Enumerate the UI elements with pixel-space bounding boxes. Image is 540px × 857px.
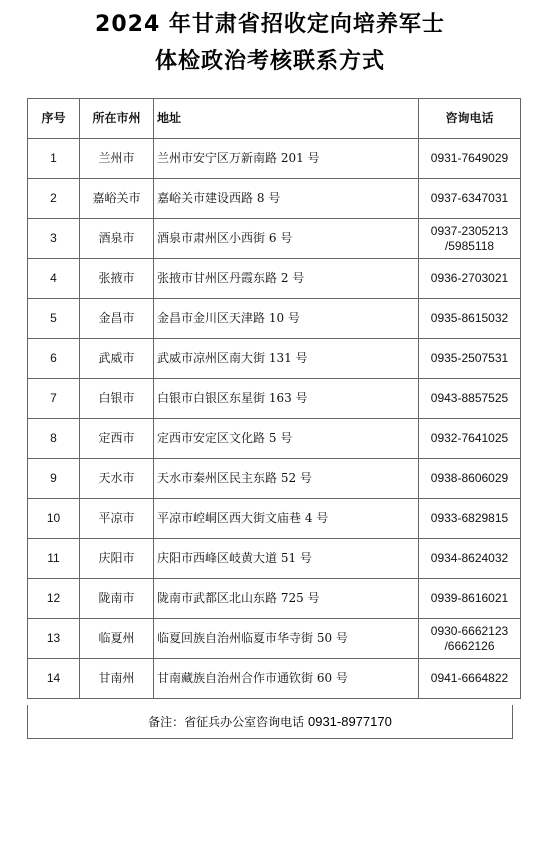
row-phone xyxy=(419,619,521,659)
row-city: 天水市 xyxy=(80,459,154,499)
row-phone xyxy=(419,659,521,699)
row-address: 陇南市武都区北山东路 725 号 xyxy=(154,579,419,619)
row-city: 庆阳市 xyxy=(80,539,154,579)
row-phone xyxy=(419,499,521,539)
row-address: 酒泉市肃州区小西街 6 号 xyxy=(154,219,419,259)
row-address: 天水市秦州区民主东路 52 号 xyxy=(154,459,419,499)
row-city: 甘南州 xyxy=(80,659,154,699)
row-address: 嘉峪关市建设西路 8 号 xyxy=(154,179,419,219)
row-phone-extra: /5985118 xyxy=(444,238,495,253)
row-address: 张掖市甘州区丹霞东路 2 号 xyxy=(154,259,419,299)
row-no: 13 xyxy=(28,619,80,659)
table-row xyxy=(28,579,521,619)
table-row xyxy=(28,379,521,419)
row-phone-main: 0933-6829815 xyxy=(430,511,509,525)
row-phone xyxy=(419,259,521,299)
row-phone xyxy=(419,459,521,499)
table-row xyxy=(28,499,521,539)
row-city: 酒泉市 xyxy=(80,219,154,259)
row-no: 9 xyxy=(28,459,80,499)
row-phone-extra: /6662126 xyxy=(444,638,495,653)
note-phone: 0931-8977170 xyxy=(307,714,392,729)
row-no: 1 xyxy=(28,139,80,179)
footer-note xyxy=(27,705,513,739)
row-city: 定西市 xyxy=(80,419,154,459)
row-address: 武威市凉州区南大街 131 号 xyxy=(154,339,419,379)
row-city: 平凉市 xyxy=(80,499,154,539)
table-row xyxy=(28,139,521,179)
table-row xyxy=(28,619,521,659)
row-address: 临夏回族自治州临夏市华寺街 50 号 xyxy=(154,619,419,659)
header-no: 序号 xyxy=(28,99,80,139)
row-phone xyxy=(419,339,521,379)
row-address: 金昌市金川区天津路 10 号 xyxy=(154,299,419,339)
page-title-line2: 体检政治考核联系方式 xyxy=(154,49,385,74)
row-phone-main: 0936-2703021 xyxy=(430,271,509,285)
row-city: 白银市 xyxy=(80,379,154,419)
row-phone xyxy=(419,299,521,339)
page-title-line1: 2024 年甘肃省招收定向培养军士 xyxy=(95,12,445,37)
contact-table xyxy=(27,98,521,699)
row-phone xyxy=(419,179,521,219)
row-phone-main: 0938-8606029 xyxy=(430,471,509,485)
row-city: 嘉峪关市 xyxy=(80,179,154,219)
row-phone xyxy=(419,419,521,459)
row-no: 4 xyxy=(28,259,80,299)
table-row xyxy=(28,259,521,299)
row-phone-main: 0937-2305213 xyxy=(430,223,509,238)
row-phone xyxy=(419,539,521,579)
row-address: 甘南藏族自治州合作市通钦街 60 号 xyxy=(154,659,419,699)
row-no: 12 xyxy=(28,579,80,619)
table-row xyxy=(28,459,521,499)
row-phone xyxy=(419,219,521,259)
row-city: 张掖市 xyxy=(80,259,154,299)
row-city: 临夏州 xyxy=(80,619,154,659)
table-row xyxy=(28,299,521,339)
row-phone-main: 0939-8616021 xyxy=(430,591,509,605)
header-phone: 咨询电话 xyxy=(419,99,521,139)
row-address: 定西市安定区文化路 5 号 xyxy=(154,419,419,459)
row-address: 白银市白银区东星街 163 号 xyxy=(154,379,419,419)
row-no: 10 xyxy=(28,499,80,539)
row-phone-main: 0931-7649029 xyxy=(430,151,509,165)
row-phone-main: 0930-6662123 xyxy=(430,623,509,638)
row-no: 5 xyxy=(28,299,80,339)
row-phone-main: 0932-7641025 xyxy=(430,431,509,445)
row-phone xyxy=(419,579,521,619)
row-phone-main: 0941-6664822 xyxy=(430,671,509,685)
row-city: 兰州市 xyxy=(80,139,154,179)
table-header-row xyxy=(28,99,521,139)
row-phone xyxy=(419,139,521,179)
table-row xyxy=(28,419,521,459)
row-city: 金昌市 xyxy=(80,299,154,339)
row-no: 7 xyxy=(28,379,80,419)
table-row xyxy=(28,539,521,579)
row-no: 3 xyxy=(28,219,80,259)
row-phone-main: 0943-8857525 xyxy=(430,391,509,405)
row-no: 14 xyxy=(28,659,80,699)
row-no: 8 xyxy=(28,419,80,459)
row-city: 武威市 xyxy=(80,339,154,379)
table-row xyxy=(28,219,521,259)
row-phone-main: 0935-2507531 xyxy=(430,351,509,365)
header-address: 地址 xyxy=(154,99,419,139)
row-address: 平凉市崆峒区西大街文庙巷 4 号 xyxy=(154,499,419,539)
row-address: 兰州市安宁区万新南路 201 号 xyxy=(154,139,419,179)
row-no: 11 xyxy=(28,539,80,579)
table-row xyxy=(28,659,521,699)
row-city: 陇南市 xyxy=(80,579,154,619)
row-phone-main: 0934-8624032 xyxy=(430,551,509,565)
row-no: 2 xyxy=(28,179,80,219)
note-label: 备注：省征兵办公室咨询电话 xyxy=(148,715,305,729)
row-no: 6 xyxy=(28,339,80,379)
row-address: 庆阳市西峰区岐黄大道 51 号 xyxy=(154,539,419,579)
row-phone xyxy=(419,379,521,419)
table-row xyxy=(28,179,521,219)
table-row xyxy=(28,339,521,379)
header-city: 所在市州 xyxy=(80,99,154,139)
row-phone-main: 0935-8615032 xyxy=(430,311,509,325)
row-phone-main: 0937-6347031 xyxy=(430,191,509,205)
